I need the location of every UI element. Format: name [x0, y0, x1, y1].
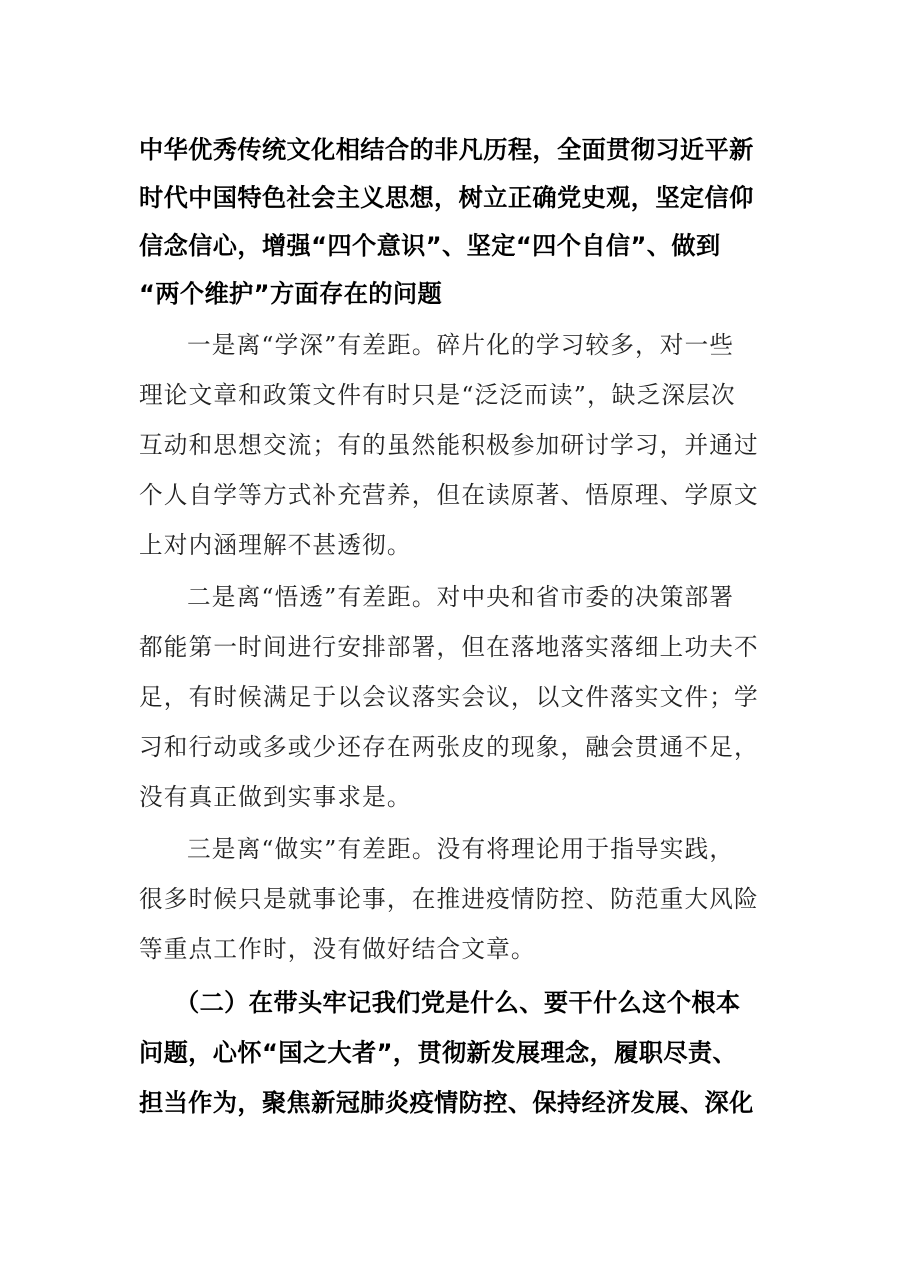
heading-line: （二）在带头牢记我们党是什么、要干什么这个根本 [175, 989, 741, 1017]
heading-line: “两个维护”方面存在的问题 [139, 280, 443, 308]
paragraph-line: 三是离“做实”有差距。没有将理论用于指导实践， [187, 835, 735, 863]
heading-line: 担当作为，聚焦新冠肺炎疫情防控、保持经济发展、深化 [139, 1089, 754, 1117]
paragraph-line: 二是离“悟透”有差距。对中央和省市委的决策部署 [187, 583, 735, 611]
paragraph-line: 等重点工作时，没有做好结合文章。 [139, 935, 536, 963]
paragraph-line: 习和行动或多或少还存在两张皮的现象，融会贯通不足， [139, 733, 759, 761]
heading-line: 时代中国特色社会主义思想，树立正确党史观，坚定信仰 [139, 184, 754, 212]
section-heading [139, 126, 771, 318]
heading-line: 问题，心怀“国之大者”，贯彻新发展理念，履职尽责、 [139, 1039, 738, 1067]
heading-line: 信念信心，增强“四个意识”、坚定“四个自信”、做到 [139, 232, 721, 260]
paragraph-line: 互动和思想交流；有的虽然能积极参加研讨学习，并通过 [139, 431, 759, 459]
paragraph-line: 一是离“学深”有差距。碎片化的学习较多，对一些 [187, 331, 735, 359]
paragraph-line: 很多时候只是就事论事，在推进疫情防控、防范重大风险 [139, 885, 759, 913]
heading-line: 中华优秀传统文化相结合的非凡历程，全面贯彻习近平新 [139, 136, 754, 164]
body-paragraph [139, 572, 771, 822]
body-paragraph [139, 320, 771, 570]
paragraph-line: 足，有时候满足于以会议落实会议，以文件落实文件；学 [139, 683, 759, 711]
paragraph-line: 理论文章和政策文件有时只是“泛泛而读”，缺乏深层次 [139, 381, 736, 409]
paragraph-line: 个人自学等方式补充营养，但在读原著、悟原理、学原文 [139, 481, 759, 509]
paragraph-line: 上对内涵理解不甚透彻。 [139, 531, 412, 559]
section-heading [139, 978, 771, 1128]
paragraph-line: 没有真正做到实事求是。 [139, 783, 412, 811]
paragraph-line: 都能第一时间进行安排部署，但在落地落实落细上功夫不 [139, 633, 759, 661]
body-paragraph [139, 824, 771, 974]
